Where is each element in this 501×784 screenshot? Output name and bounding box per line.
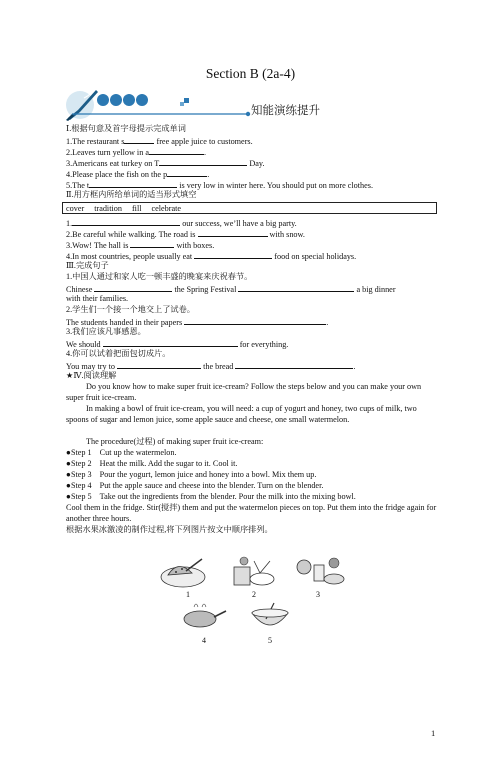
sentence-3: We should for everything. [66,340,289,349]
banner-title: 知能演练提升 [251,105,320,117]
prompt-cn: 1.中国人通过和家人吃一顿丰盛的晚宴来庆祝春节。 [66,272,253,281]
step-3: ●Step 3 Pour the yogurt, lemon juice and honey into a bowl. Mix them up. [66,470,317,479]
brush-icon [66,90,98,121]
question-1: 1. our success, we’ll have a big party. [66,219,297,228]
picture-set [158,553,346,643]
question-2: 2.Leaves turn yellow in a . [66,148,207,157]
question-4: 4.In most countries, people usually eat food on special holidays. [66,252,357,261]
section-heading: Ⅱ.用方框内所给单词的适当形式填空 [66,190,197,199]
mixing-bowl-picture [246,599,294,633]
section-heading: ★Ⅳ.阅读理解 [66,371,117,380]
prompt-cn: 4.你可以试着把面包切成片。 [66,349,171,358]
question-1: 1.The restaurant s free apple juice to customers. [66,137,253,146]
section-heading: Ⅰ.根据句意及首字母提示完成单词 [66,124,186,133]
question-3: 3.Wow! The hall is with boxes. [66,241,215,250]
step-4: ●Step 4 Put the apple sauce and cheese into the blender. Turn on the blender. [66,481,324,490]
blender-picture [230,553,280,589]
paragraph-1: Do you know how to make super fruit ice-cream? Follow the steps below and you can make your own super fruit ice-cream. [66,382,422,402]
sentence-1: Chinese the Spring Festival a big dinner [66,285,396,294]
prompt-cn: 2.学生们一个接一个地交上了试卷。 [66,305,195,314]
prompt-cn: 3.我们应该凡事感恩。 [66,327,146,336]
pan-picture [180,599,228,633]
ingredients-picture [294,553,346,589]
sentence-2: The students handed in their papers . [66,318,329,327]
word-box: cover tradition fill celebrate [62,202,437,214]
page-title: Section B (2a-4) [205,66,296,81]
paragraph-4: Cool them in the fridge. Stir(搅拌) them and put the watermelon pieces on top. Put them into the fridge again for another three hours. [66,503,437,523]
instruction: 根据水果冰激凌的制作过程,将下列图片按文中顺序排列。 [66,525,273,534]
step-2: ●Step 2 Heat the milk. Add the sugar to it. Cool it. [66,459,238,468]
question-4: 4.Please place the fish on the p . [66,170,210,179]
picture-label: 2 [252,590,256,599]
picture-label: 3 [316,590,320,599]
picture-label: 1 [186,590,190,599]
step-5: ●Step 5 Take out the ingredients from the blender. Pour the milk into the mixing bowl. [66,492,356,501]
question-5: 5.The t is very low in winter here. You should put on more clothes. [66,181,373,190]
picture-label: 5 [268,636,272,645]
question-2: 2.Be careful while walking. The road is with snow. [66,230,305,239]
paragraph-2: In making a bowl of fruit ice-cream, you will need: a cup of yogurt and honey, two cups of milk, two spoons of sugar and lemon juice, some apple sauce and cheese, one small watermelon. [66,404,417,424]
section-heading: Ⅲ.完成句子 [66,261,109,270]
page-number: 1 [431,728,436,738]
step-1: ●Step 1 Cut up the watermelon. [66,448,177,457]
watermelon-cutting-picture [158,553,208,589]
sentence-4: You may try to the bread . [66,362,356,371]
picture-label: 4 [202,636,206,645]
paragraph-3: The procedure(过程) of making super fruit ice-cream: [86,437,264,446]
sentence-1-cont: with their families. [66,294,129,303]
question-3: 3.Americans eat turkey on T Day. [66,159,265,168]
